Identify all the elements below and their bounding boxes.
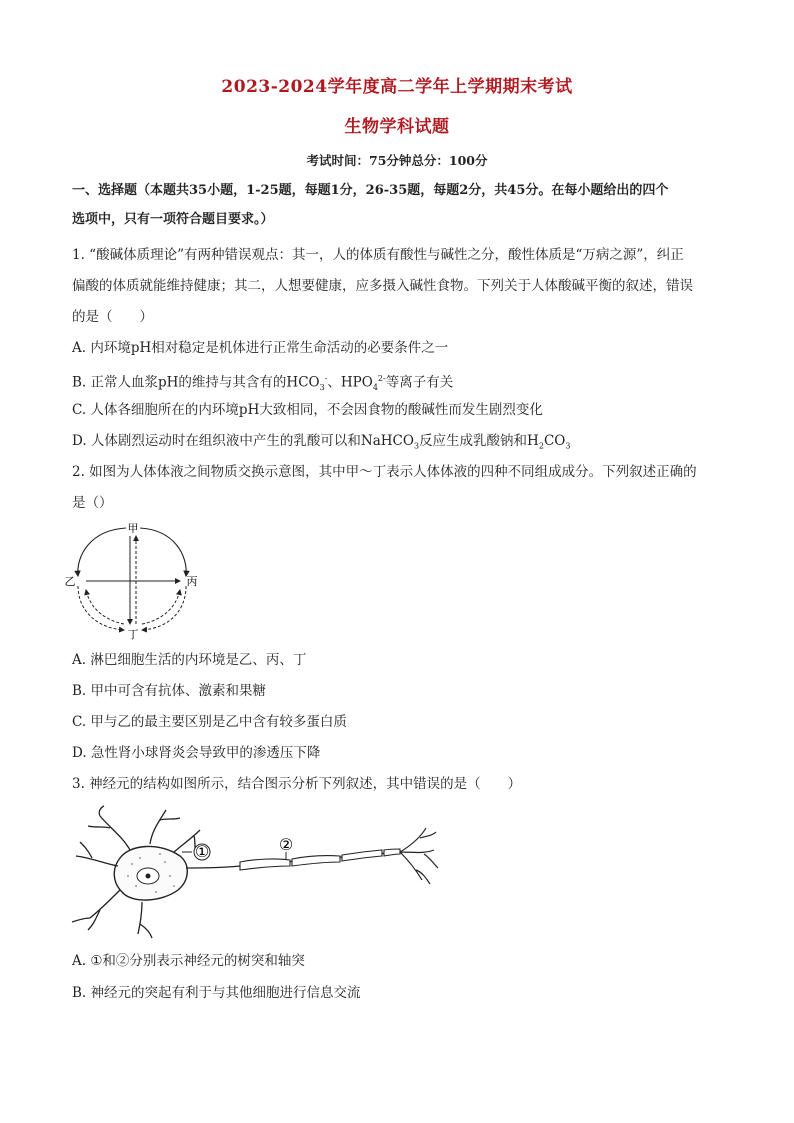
q3-option-a: A. ①和②分别表示神经元的树突和轴突 [72,953,305,969]
q2-option-b: B. 甲中可含有抗体、激素和果糖 [72,683,267,699]
q1-option-d: D. 人体剧烈运动时在组织液中产生的乳酸可以和NaHCO$_3$反应生成乳酸钠和$H_2CO_3$ [72,433,571,451]
q1-option-a: A. 内环境pH相对稳定是机体进行正常生命活动的必要条件之一 [72,340,449,356]
body-fluid-exchange-diagram [66,520,206,640]
label-yi: 乙 [64,575,76,588]
q2-stem-line2: 是（） [72,495,113,511]
q1-option-b: B. 正常人血浆pH的维持与其含有的$HCO_3^-$、$HPO_4^{2-}$等离子有关 [72,374,454,393]
q3-stem: 3. 神经元的结构如图所示，结合图示分析下列叙述，其中错误的是（ ） [72,776,522,792]
q1-stem-line2: 偏酸的体质就能维持健康；其二，人想要健康，应多摄入碱性食物。下列关于人体酸碱平衡的叙述，错误 [72,278,693,294]
arrow-ding-to-bing [142,590,180,624]
q1-stem-line3: 的是（ ） [72,309,153,325]
label-bing: 丙 [186,575,198,588]
subject-title: 生物学科试题 [344,117,450,137]
q2-option-c: C. 甲与乙的最主要区别是乙中含有较多蛋白质 [72,714,347,730]
label-2: ② [278,835,294,854]
axon-terminals [400,828,438,884]
exam-title: 2023-2024学年度高二学年上学期期末考试 [221,77,573,97]
myelin-sheath [240,849,400,870]
label-1: ① [194,842,210,861]
section-heading-line2: 选项中，只有一项符合题目要求。） [72,212,274,227]
arrow-jia-to-yi [78,528,126,576]
section-heading-line1: 一、选择题（本题共35小题，1-25题，每题1分，26-35题，每题2分，共45分。在每小题给出的四个 [72,183,669,198]
q2-stem-line1: 2. 如图为人体体液之间物质交换示意图，其中甲～丁表示人体体液的四种不同组成成分。下列叙述正确的 [72,464,697,480]
exam-info: 考试时间：75分钟总分：100分 [306,153,488,168]
q3-option-b: B. 神经元的突起有利于与其他细胞进行信息交流 [72,985,361,1001]
q2-option-a: A. 淋巴细胞生活的内环境是乙、丙、丁 [72,652,307,668]
nucleolus [146,874,151,879]
arrow-ding-to-yi [86,590,124,624]
neuron-diagram [70,806,450,941]
q1-stem-line1: 1. “酸碱体质理论”有两种错误观点：其一，人的体质有酸性与碱性之分，酸性体质是“万病之源”，纠正 [72,247,684,263]
arrow-yi-to-ding [78,586,124,630]
q1-option-c: C. 人体各细胞所在的内环境pH大致相同，不会因食物的酸碱性而发生剧烈变化 [72,402,543,418]
q2-option-d: D. 急性肾小球肾炎会导致甲的渗透压下降 [72,745,321,761]
arrow-jia-to-bing [140,528,186,576]
label-ding: 丁 [127,628,139,641]
label-jia: 甲 [127,522,139,535]
